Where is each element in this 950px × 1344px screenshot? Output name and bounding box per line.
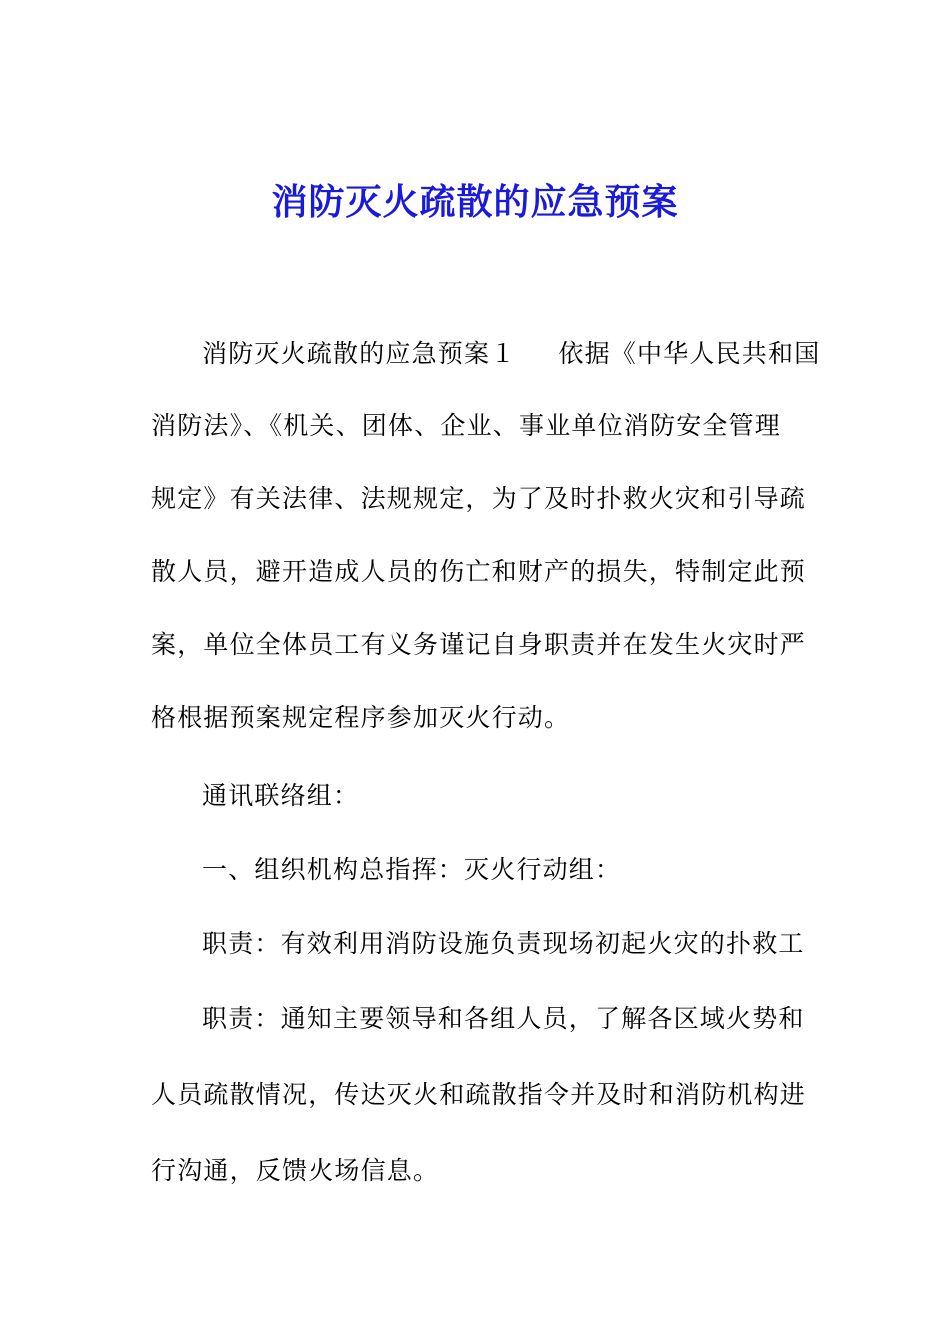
paragraph-1-line-5: 案，单位全体员工有义务谨记自身职责并在发生火灾时严 [151, 630, 807, 659]
paragraph-1-line-2: 消防法》、《机关、团体、企业、事业单位消防安全管理 [151, 411, 782, 440]
paragraph-5-line-1: 职责：通知主要领导和各组人员，了解各区域火势和 [202, 1004, 805, 1033]
paragraph-3-line-1: 一、组织机构总指挥：灭火行动组： [202, 855, 622, 884]
paragraph-5-line-3: 行沟通，反馈火场信息。 [151, 1156, 440, 1185]
paragraph-4-line-1: 职责：有效利用消防设施负责现场初起火灾的扑救工 [202, 929, 805, 958]
paragraph-1-line-4: 散人员，避开造成人员的伤亡和财产的损失，特制定此预 [151, 557, 807, 586]
paragraph-1-text-start: 依据《中华人民共和国 [558, 339, 821, 368]
paragraph-2-line-1: 通讯联络组： [202, 781, 360, 810]
paragraph-1-heading: 消防灭火疏散的应急预案１ [202, 339, 517, 368]
paragraph-1-line-3: 规定》有关法律、法规规定，为了及时扑救火灾和引导疏 [151, 484, 807, 513]
paragraph-1-line-6: 格根据预案规定程序参加灭火行动。 [151, 703, 571, 732]
paragraph-5-line-2: 人员疏散情况，传达灭火和疏散指令并及时和消防机构进 [151, 1080, 807, 1109]
paragraph-1-line-1 [202, 336, 820, 372]
document-title: 消防灭火疏散的应急预案 [271, 181, 679, 223]
